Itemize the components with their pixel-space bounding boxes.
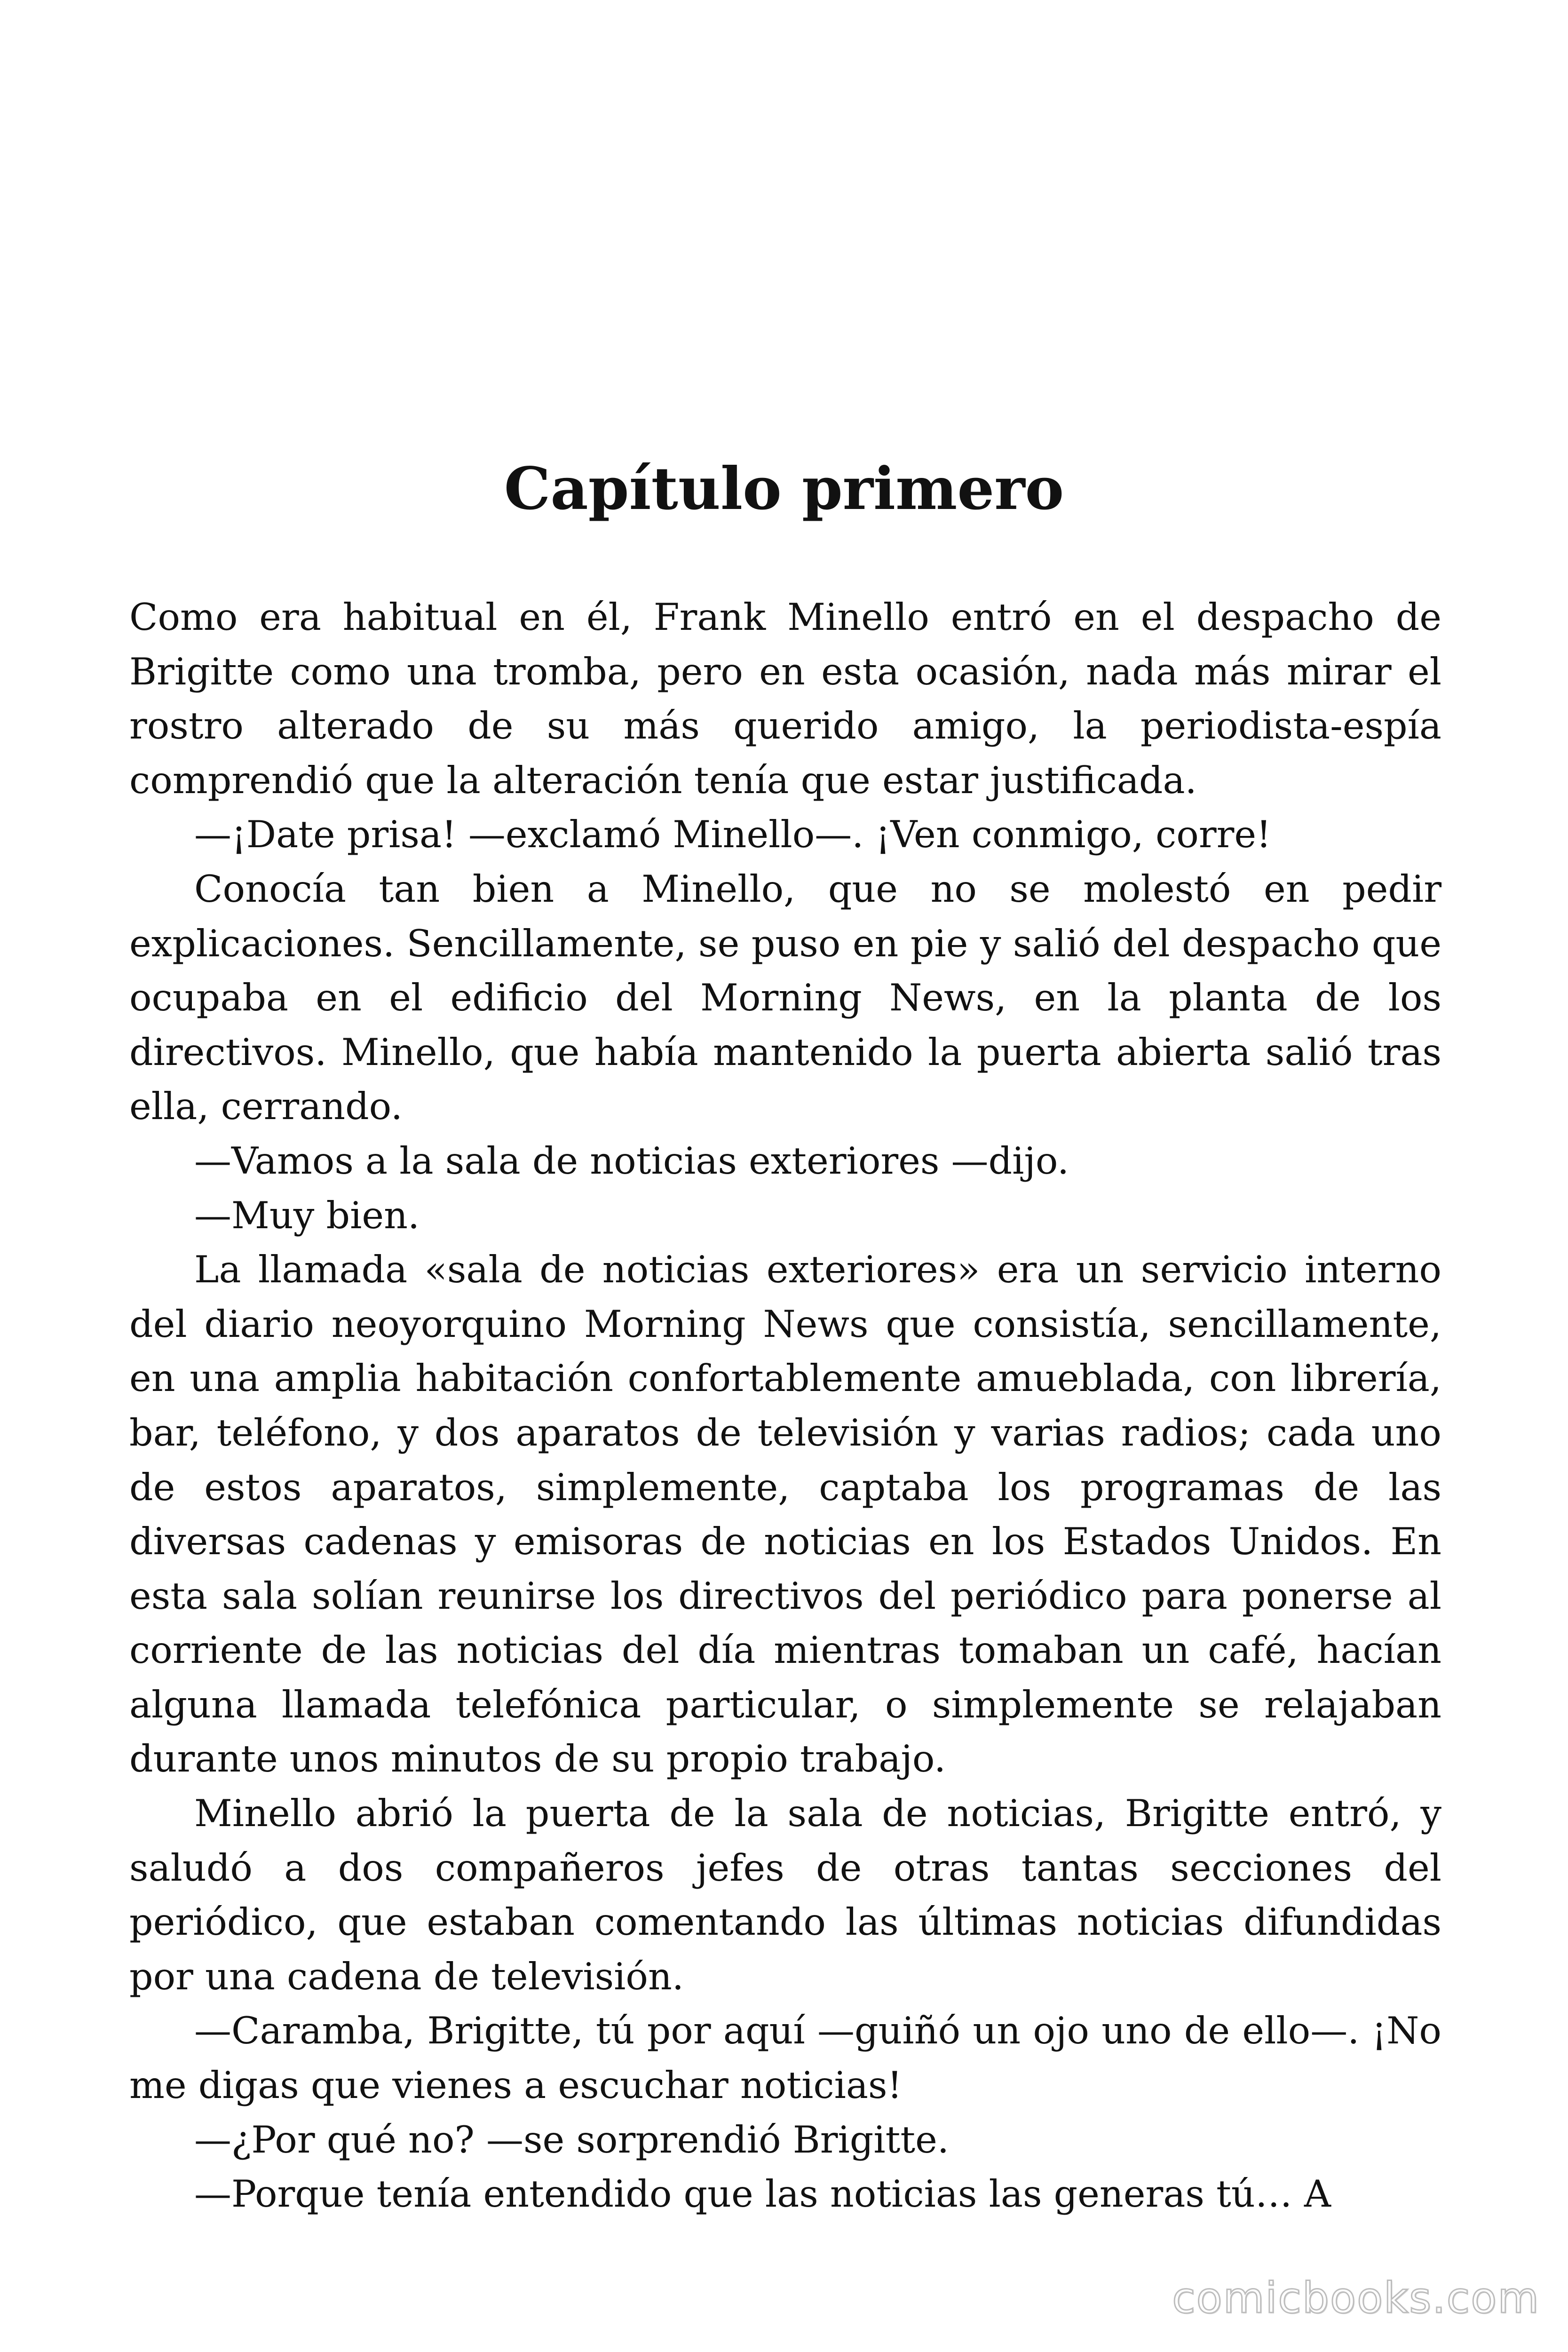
paragraph: —Caramba, Brigitte, tú por aquí —guiñó un ojo uno de ello—. ¡No me digas que vienes a escuchar noticias!	[129, 2009, 1441, 2107]
chapter-body	[129, 590, 1441, 2222]
paragraph: Conocía tan bien a Minello, que no se molestó en pedir explicaciones. Sencillamente, se puso en pie y salió del despacho que ocupaba en el edificio del Morning News, en la planta de los directivos. Minello, que había mantenido la puerta abierta salió tras ella, cerrando.	[129, 867, 1441, 1128]
paragraph: La llamada «sala de noticias exteriores» era un servicio interno del diario neoyorquino Morning News que consistía, sencillamente, en una amplia habitación confortablemente amueblada, con librería, bar, teléfono, y dos aparatos de televisión y varias radios; cada uno de estos aparatos, simplemente, captaba los programas de las diversas cadenas y emisoras de noticias en los Estados Unidos. En esta sala solían reunirse los directivos del periódico para ponerse al corriente de las noticias del día mientras tomaban un café, hacían alguna llamada telefónica particular, o simplemente se relajaban durante unos minutos de su propio trabajo.	[129, 1248, 1441, 1781]
paragraph: —Muy bien.	[194, 1193, 420, 1237]
paragraph: Minello abrió la puerta de la sala de noticias, Brigitte entró, y saludó a dos compañeros jefes de otras tantas secciones del periódico, que estaban comentando las últimas noticias difundidas por una cadena de televisión.	[129, 1792, 1441, 1998]
paragraph: Como era habitual en él, Frank Minello entró en el despacho de Brigitte como una tromba, pero en esta ocasión, nada más mirar el rostro alterado de su más querido amigo, la periodista-espía comprendió que la alteración tenía que estar justificada.	[129, 596, 1441, 802]
paragraph: —¡Date prisa! —exclamó Minello—. ¡Ven conmigo, corre!	[194, 813, 1271, 857]
chapter-title: Capítulo primero	[504, 455, 1064, 523]
paragraph: —Vamos a la sala de noticias exteriores —dijo.	[194, 1139, 1069, 1183]
paragraph: —Porque tenía entendido que las noticias las generas tú… A	[194, 2172, 1331, 2216]
watermark: comicbooks.com	[1172, 2273, 1540, 2323]
paragraph: —¿Por qué no? —se sorprendió Brigitte.	[194, 2118, 949, 2161]
